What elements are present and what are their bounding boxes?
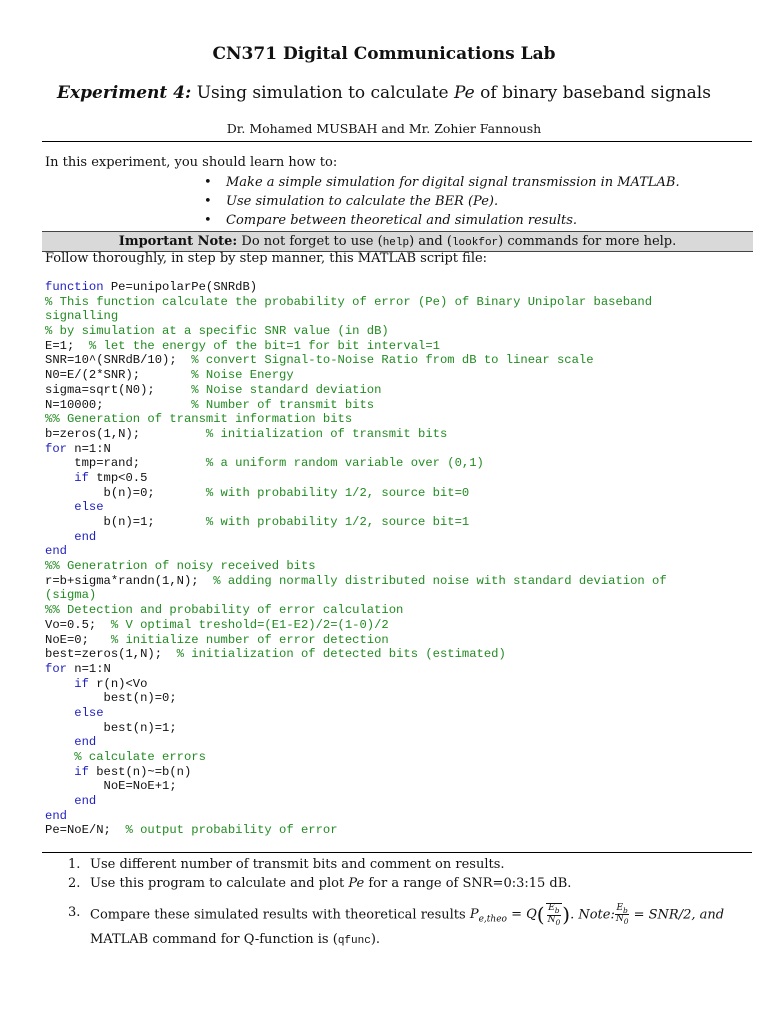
- learning-objectives: [204, 173, 680, 230]
- task-text: Compare these simulated results with theoretical results: [90, 907, 466, 923]
- code-comment: % convert Signal-to-Noise Ratio from dB to linear scale: [191, 353, 594, 368]
- code-keyword: for: [45, 661, 67, 676]
- code-comment: %% Generatrion of noisy received bits: [45, 559, 316, 574]
- list-item: [204, 192, 680, 211]
- task-number: 1.: [68, 857, 81, 872]
- task-text: for a range of SNR=0:3:15 dB.: [368, 876, 572, 891]
- matlab-script: [45, 280, 667, 838]
- code-comment: %% Detection and probability of error calculation: [45, 603, 404, 618]
- code-statement: sigma=sqrt(N0);: [45, 382, 192, 397]
- code-statement: Vo=0.5;: [45, 617, 111, 632]
- code-line: [45, 324, 667, 339]
- code-line: [45, 588, 667, 603]
- note-prefix: . Note:: [570, 907, 615, 923]
- help-command: help: [382, 237, 410, 249]
- code-line: [45, 633, 667, 648]
- objective-text: Compare between theoretical and simulation results.: [226, 213, 578, 228]
- code-line: [45, 398, 667, 413]
- code-line: [45, 721, 667, 736]
- code-keyword: if: [45, 676, 89, 691]
- code-statement: SNR=10^(SNRdB/10);: [45, 353, 192, 368]
- task-number: 3.: [68, 905, 81, 920]
- code-line: [45, 691, 667, 706]
- code-line: [45, 809, 667, 824]
- code-keyword: end: [45, 544, 67, 559]
- code-comment: % by simulation at a specific SNR value (in dB): [45, 324, 389, 339]
- code-comment: % V optimal treshold=(E1-E2)/2=(1-0)/2: [110, 617, 389, 632]
- code-statement: Pe=NoE/N;: [45, 823, 126, 838]
- code-statement: n=1:N: [66, 661, 111, 676]
- code-line: [45, 456, 667, 471]
- code-statement: tmp=rand;: [45, 456, 206, 471]
- code-line: [45, 295, 667, 310]
- code-line: [45, 823, 667, 838]
- code-keyword: else: [45, 500, 104, 515]
- code-line: [45, 706, 667, 721]
- list-item: [204, 173, 680, 192]
- code-keyword: function: [45, 280, 104, 294]
- code-line: [45, 500, 667, 515]
- task-item-3: [68, 903, 724, 951]
- code-comment: % initialize number of error detection: [110, 632, 389, 647]
- code-statement: b(n)=0;: [45, 485, 206, 500]
- task-item-1: [68, 855, 724, 874]
- code-line: [45, 486, 667, 501]
- code-line: [45, 368, 667, 383]
- code-keyword: else: [45, 705, 104, 720]
- note-label: Important Note:: [118, 234, 238, 249]
- code-statement: n=1:N: [66, 441, 111, 456]
- code-keyword: if: [45, 764, 89, 779]
- code-line: [45, 427, 667, 442]
- code-line: [45, 530, 667, 545]
- code-keyword: end: [45, 808, 67, 823]
- code-line: [45, 677, 667, 692]
- code-line: [45, 574, 667, 589]
- list-item: [204, 211, 680, 230]
- code-keyword: end: [45, 529, 97, 544]
- code-comment: % adding normally distributed noise with standard deviation of: [213, 573, 667, 588]
- task-text: MATLAB command for Q-function is (: [90, 931, 338, 947]
- note-text: Do not forget to use (: [241, 234, 383, 249]
- task-number: 2.: [68, 876, 81, 891]
- code-statement: Pe=unipolarPe(SNRdB): [103, 280, 258, 294]
- code-line: [45, 559, 667, 574]
- eb-n0-fraction: $\frac{E_b}{N_0}$: [547, 903, 561, 927]
- tasks-divider: [42, 852, 752, 853]
- experiment-subtitle: [0, 83, 768, 103]
- code-comment: % with probability 1/2, source bit=1: [205, 515, 470, 529]
- code-keyword: if: [45, 470, 89, 485]
- theory-formula: $P_{e,theo} = Q$( $\frac{E_b}{N_0}$ ): [469, 902, 571, 927]
- intro-text: In this experiment, you should learn how to:: [45, 155, 338, 170]
- code-line: [45, 383, 667, 398]
- code-line: [45, 515, 667, 530]
- objective-text: Use simulation to calculate the BER (Pe).: [226, 194, 499, 209]
- subtitle-text-post: of binary baseband signals: [480, 83, 711, 103]
- code-statement: b=zeros(1,N);: [45, 426, 206, 441]
- code-keyword: end: [45, 735, 97, 750]
- code-statement: N=10000;: [45, 397, 192, 412]
- code-keyword: end: [45, 794, 97, 809]
- code-line: [45, 735, 667, 750]
- header-divider: [42, 141, 752, 142]
- code-statement: N0=E/(2*SNR);: [45, 368, 192, 383]
- code-statement: NoE=NoE+1;: [45, 779, 177, 794]
- subtitle-pe: Pe: [453, 83, 475, 103]
- code-line: [45, 544, 667, 559]
- code-comment: signalling: [45, 309, 119, 324]
- note-text: ) and (: [409, 234, 452, 249]
- code-comment: % Number of transmit bits: [191, 397, 375, 412]
- code-comment: % initialization of transmit bits: [205, 426, 448, 441]
- objective-text: Make a simple simulation for digital signal transmission in MATLAB.: [226, 175, 680, 190]
- code-line: [45, 603, 667, 618]
- important-note: [42, 231, 753, 252]
- code-statement: tmp<0.5: [88, 470, 148, 485]
- code-statement: E=1;: [45, 338, 89, 353]
- code-line: [45, 618, 667, 633]
- code-comment: % output probability of error: [125, 823, 338, 838]
- code-line: [45, 662, 667, 677]
- code-comment: (sigma): [45, 588, 97, 603]
- code-statement: r=b+sigma*randn(1,N);: [45, 573, 214, 588]
- bullet-icon: •: [204, 213, 212, 228]
- task-list: [68, 855, 724, 951]
- code-comment: % This function calculate the probability of error (Pe) of Binary Unipolar baseband: [45, 294, 653, 309]
- task-text: ).: [370, 931, 381, 947]
- snr-relation: = SNR/2, and: [629, 907, 725, 923]
- eb-n0-fraction: $\frac{E_b}{N_0}$: [615, 902, 629, 927]
- task-text: Use this program to calculate and plot: [90, 876, 345, 891]
- sqrt-symbol: [546, 903, 563, 927]
- code-statement: [45, 750, 74, 764]
- code-comment: %% Generation of transmit information bits: [45, 412, 353, 427]
- code-line: [45, 412, 667, 427]
- code-line: [45, 309, 667, 324]
- code-line: [45, 353, 667, 368]
- code-keyword: for: [45, 441, 67, 456]
- code-statement: NoE=0;: [45, 632, 111, 647]
- code-line: [45, 779, 667, 794]
- code-comment: % a uniform random variable over (0,1): [205, 456, 484, 471]
- code-comment: % initialization of detected bits (estimated): [176, 647, 506, 662]
- code-statement: best(n)~=b(n): [88, 764, 192, 779]
- bullet-icon: •: [204, 175, 212, 190]
- code-comment: % Noise Energy: [191, 368, 294, 383]
- code-comment: % Noise standard deviation: [191, 382, 382, 397]
- code-line: [45, 442, 667, 457]
- code-line: [45, 471, 667, 486]
- code-comment: % let the energy of the bit=1 for bit interval=1: [88, 338, 440, 353]
- task-item-2: [68, 874, 724, 893]
- authors: Dr. Mohamed MUSBAH and Mr. Zohier Fannoush: [226, 121, 542, 136]
- code-comment: % calculate errors: [74, 750, 206, 764]
- code-line: [45, 339, 667, 354]
- code-statement: best(n)=0;: [45, 691, 177, 706]
- follow-instructions: Follow thoroughly, in step by step manner, this MATLAB script file:: [45, 251, 488, 266]
- code-line: [45, 750, 667, 765]
- experiment-label: Experiment 4:: [57, 83, 192, 103]
- lookfor-command: lookfor: [451, 237, 499, 249]
- code-line: [45, 647, 667, 662]
- code-line: [45, 280, 667, 295]
- bullet-icon: •: [204, 194, 212, 209]
- subtitle-text-pre: Using simulation to calculate: [196, 83, 449, 103]
- note-text: ) commands for more help.: [498, 234, 677, 249]
- code-statement: best(n)=1;: [45, 720, 177, 735]
- task-pe: Pe: [348, 876, 365, 891]
- code-statement: r(n)<Vo: [88, 676, 148, 691]
- qfunc-command: qfunc: [337, 934, 371, 947]
- document-title: CN371 Digital Communications Lab: [212, 44, 556, 64]
- code-line: [45, 765, 667, 780]
- code-comment: % with probability 1/2, source bit=0: [205, 485, 470, 500]
- code-statement: b(n)=1;: [45, 515, 206, 529]
- code-line: [45, 794, 667, 809]
- task-text: Use different number of transmit bits and comment on results.: [90, 857, 505, 872]
- code-statement: best=zeros(1,N);: [45, 647, 177, 662]
